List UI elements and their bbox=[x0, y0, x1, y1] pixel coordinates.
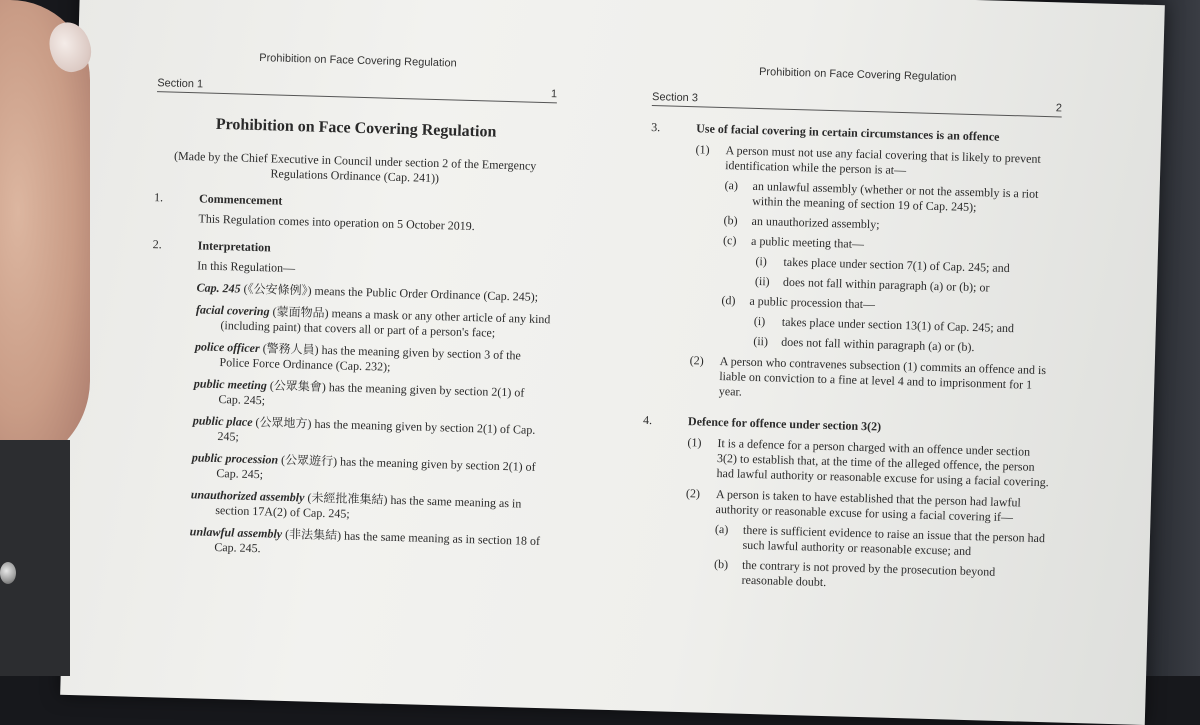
subparagraph-label: (i) bbox=[755, 253, 768, 269]
subsection-text: A person must not use any facial covering that is likely to prevent identification while the person is at— bbox=[725, 143, 1041, 178]
paragraph-label: (a) bbox=[724, 178, 739, 193]
subparagraph-text: does not fall within paragraph (a) or (b). bbox=[781, 334, 975, 355]
definition-term: public procession bbox=[191, 450, 279, 467]
definition-public-place bbox=[192, 413, 548, 453]
section-title: Commencement bbox=[198, 191, 283, 208]
definition-text: (警務人員) has the meaning given by section 3 of the Police Force Ordinance (Cap. 232); bbox=[219, 341, 522, 374]
subparagraph-text: takes place under section 7(1) of Cap. 245; and bbox=[783, 254, 1010, 276]
coat-button bbox=[0, 562, 16, 584]
sleeve bbox=[0, 440, 70, 676]
definition-term: unauthorized assembly bbox=[190, 487, 305, 505]
definition-public-meeting bbox=[193, 376, 549, 416]
definition-text: (公眾遊行) has the meaning given by section 2(1) of Cap. 245; bbox=[216, 452, 536, 482]
document-title: Prohibition on Face Covering Regulation bbox=[215, 115, 497, 141]
subparagraph-3-1-d-ii bbox=[753, 334, 1055, 357]
section-number: 4. bbox=[642, 412, 653, 428]
subsection-3-1 bbox=[695, 142, 1061, 182]
running-head-right: Prohibition on Face Covering Regulation bbox=[758, 65, 957, 84]
document-subtitle: (Made by the Chief Executive in Council under section 2 of the Emergency Regulations Ordinance (Cap. 241)) bbox=[173, 148, 537, 186]
paragraph-text: an unlawful assembly (whether or not the assembly is a riot within the meaning of section 19 of Cap. 245); bbox=[752, 178, 1039, 215]
subparagraph-text: takes place under section 13(1) of Cap. 245; and bbox=[781, 314, 1015, 336]
section-number: 3. bbox=[651, 119, 661, 135]
subparagraph-label: (ii) bbox=[754, 273, 770, 289]
subsection-label: (2) bbox=[689, 353, 704, 368]
subparagraph-3-1-c-i bbox=[755, 254, 1057, 277]
paragraph-3-1-a bbox=[724, 178, 1060, 217]
right-page bbox=[638, 0, 1064, 596]
section-line-right bbox=[652, 91, 1062, 117]
definition-term: Cap. 245 bbox=[196, 280, 241, 296]
definition-public-procession bbox=[191, 450, 547, 490]
definition-police-officer bbox=[194, 339, 550, 379]
paragraph-text: there is sufficient evidence to raise an issue that the person had such lawful authority or reasonable excuse; and bbox=[742, 522, 1046, 559]
definition-text: (未經批准集結) has the same meaning as in section 17A(2) of Cap. 245; bbox=[215, 490, 522, 521]
definition-term: unlawful assembly bbox=[189, 524, 283, 541]
section-title: Defence for offence under section 3(2) bbox=[687, 414, 882, 434]
subsection-4-2 bbox=[685, 486, 1051, 526]
subparagraph-label: (i) bbox=[753, 313, 766, 329]
subparagraph-3-1-d-i bbox=[754, 314, 1056, 337]
subparagraph-text: does not fall within paragraph (a) or (b); or bbox=[782, 274, 990, 295]
definition-text: (公眾集會) has the meaning given by section 2(1) of Cap. 245; bbox=[218, 378, 525, 408]
definition-text: (蒙面物品) means a mask or any other article of any kind (including paint) that covers all or part of a person's face; bbox=[220, 304, 551, 340]
page-number-left: 1 bbox=[550, 88, 558, 101]
running-head-left: Prohibition on Face Covering Regulation bbox=[259, 52, 457, 70]
paragraph-label: (d) bbox=[721, 293, 736, 308]
definition-term: public meeting bbox=[193, 376, 268, 393]
definition-unauthorized-assembly bbox=[190, 487, 546, 527]
section-title: Use of facial covering in certain circumstances is an offence bbox=[696, 121, 1000, 144]
paper-sheet bbox=[60, 0, 1165, 725]
definition-text: (非法集結) has the same meaning as in section 18 of Cap. 245. bbox=[214, 526, 541, 556]
definition-term: police officer bbox=[194, 339, 260, 356]
left-page bbox=[144, 0, 560, 564]
definition-term: public place bbox=[192, 413, 253, 429]
subparagraph-label: (ii) bbox=[753, 333, 769, 349]
page-number-right: 2 bbox=[1055, 102, 1063, 115]
paragraph-4-2-a bbox=[714, 522, 1050, 561]
definition-text: (公眾地方) has the meaning given by section 2(1) of Cap. 245; bbox=[217, 414, 536, 444]
subsection-label: (1) bbox=[695, 142, 710, 157]
section-number: 2. bbox=[152, 237, 162, 252]
subsection-text: It is a defence for a person charged with an offence under section 3(2) to establish that, at the time of the alleged offence, the person had lawful authority or reasonable excuse for using a facial covering. bbox=[716, 435, 1049, 490]
paragraph-label: (b) bbox=[713, 556, 729, 572]
paragraph-label: (c) bbox=[722, 233, 737, 248]
subsection-4-1 bbox=[686, 435, 1052, 490]
section-number: 1. bbox=[153, 190, 164, 205]
section-line-left bbox=[157, 77, 557, 103]
paragraph-text: the contrary is not proved by the prosecution beyond reasonable doubt. bbox=[741, 557, 996, 590]
paragraph-text: a public meeting that— bbox=[750, 233, 865, 251]
definition-unlawful-assembly bbox=[189, 524, 545, 564]
paragraph-label: (a) bbox=[714, 521, 729, 537]
subsection-text: A person is taken to have established that the person had lawful authority or reasonable excuse for using a facial covering if— bbox=[715, 486, 1022, 525]
section-2-intro: In this Regulation— bbox=[197, 258, 296, 276]
section-label-left: Section 1 bbox=[157, 77, 204, 91]
definition-text: (《公安條例》) means the Public Order Ordinance (Cap. 245); bbox=[240, 281, 539, 304]
paragraph-label: (b) bbox=[723, 213, 738, 228]
paragraph-4-2-b bbox=[713, 557, 1049, 596]
subsection-label: (1) bbox=[687, 435, 702, 450]
definition-facial-covering bbox=[195, 302, 551, 342]
section-title: Interpretation bbox=[197, 238, 272, 255]
definition-term: facial covering bbox=[195, 302, 270, 319]
subsection-text: A person who contravenes subsection (1) commits an offence and is liable on conviction to a fine at level 4 and to imprisonment for 1 year. bbox=[718, 354, 1047, 399]
definition-cap245 bbox=[196, 280, 551, 305]
subparagraph-3-1-c-ii bbox=[755, 274, 1057, 297]
section-1-text: This Regulation comes into operation on 5 October 2019. bbox=[198, 211, 475, 234]
subsection-label: (2) bbox=[685, 486, 701, 501]
subsection-3-2 bbox=[689, 353, 1055, 408]
paragraph-text: an unauthorized assembly; bbox=[751, 213, 880, 232]
paragraph-text: a public procession that— bbox=[749, 293, 876, 312]
section-label-right: Section 3 bbox=[651, 91, 699, 105]
